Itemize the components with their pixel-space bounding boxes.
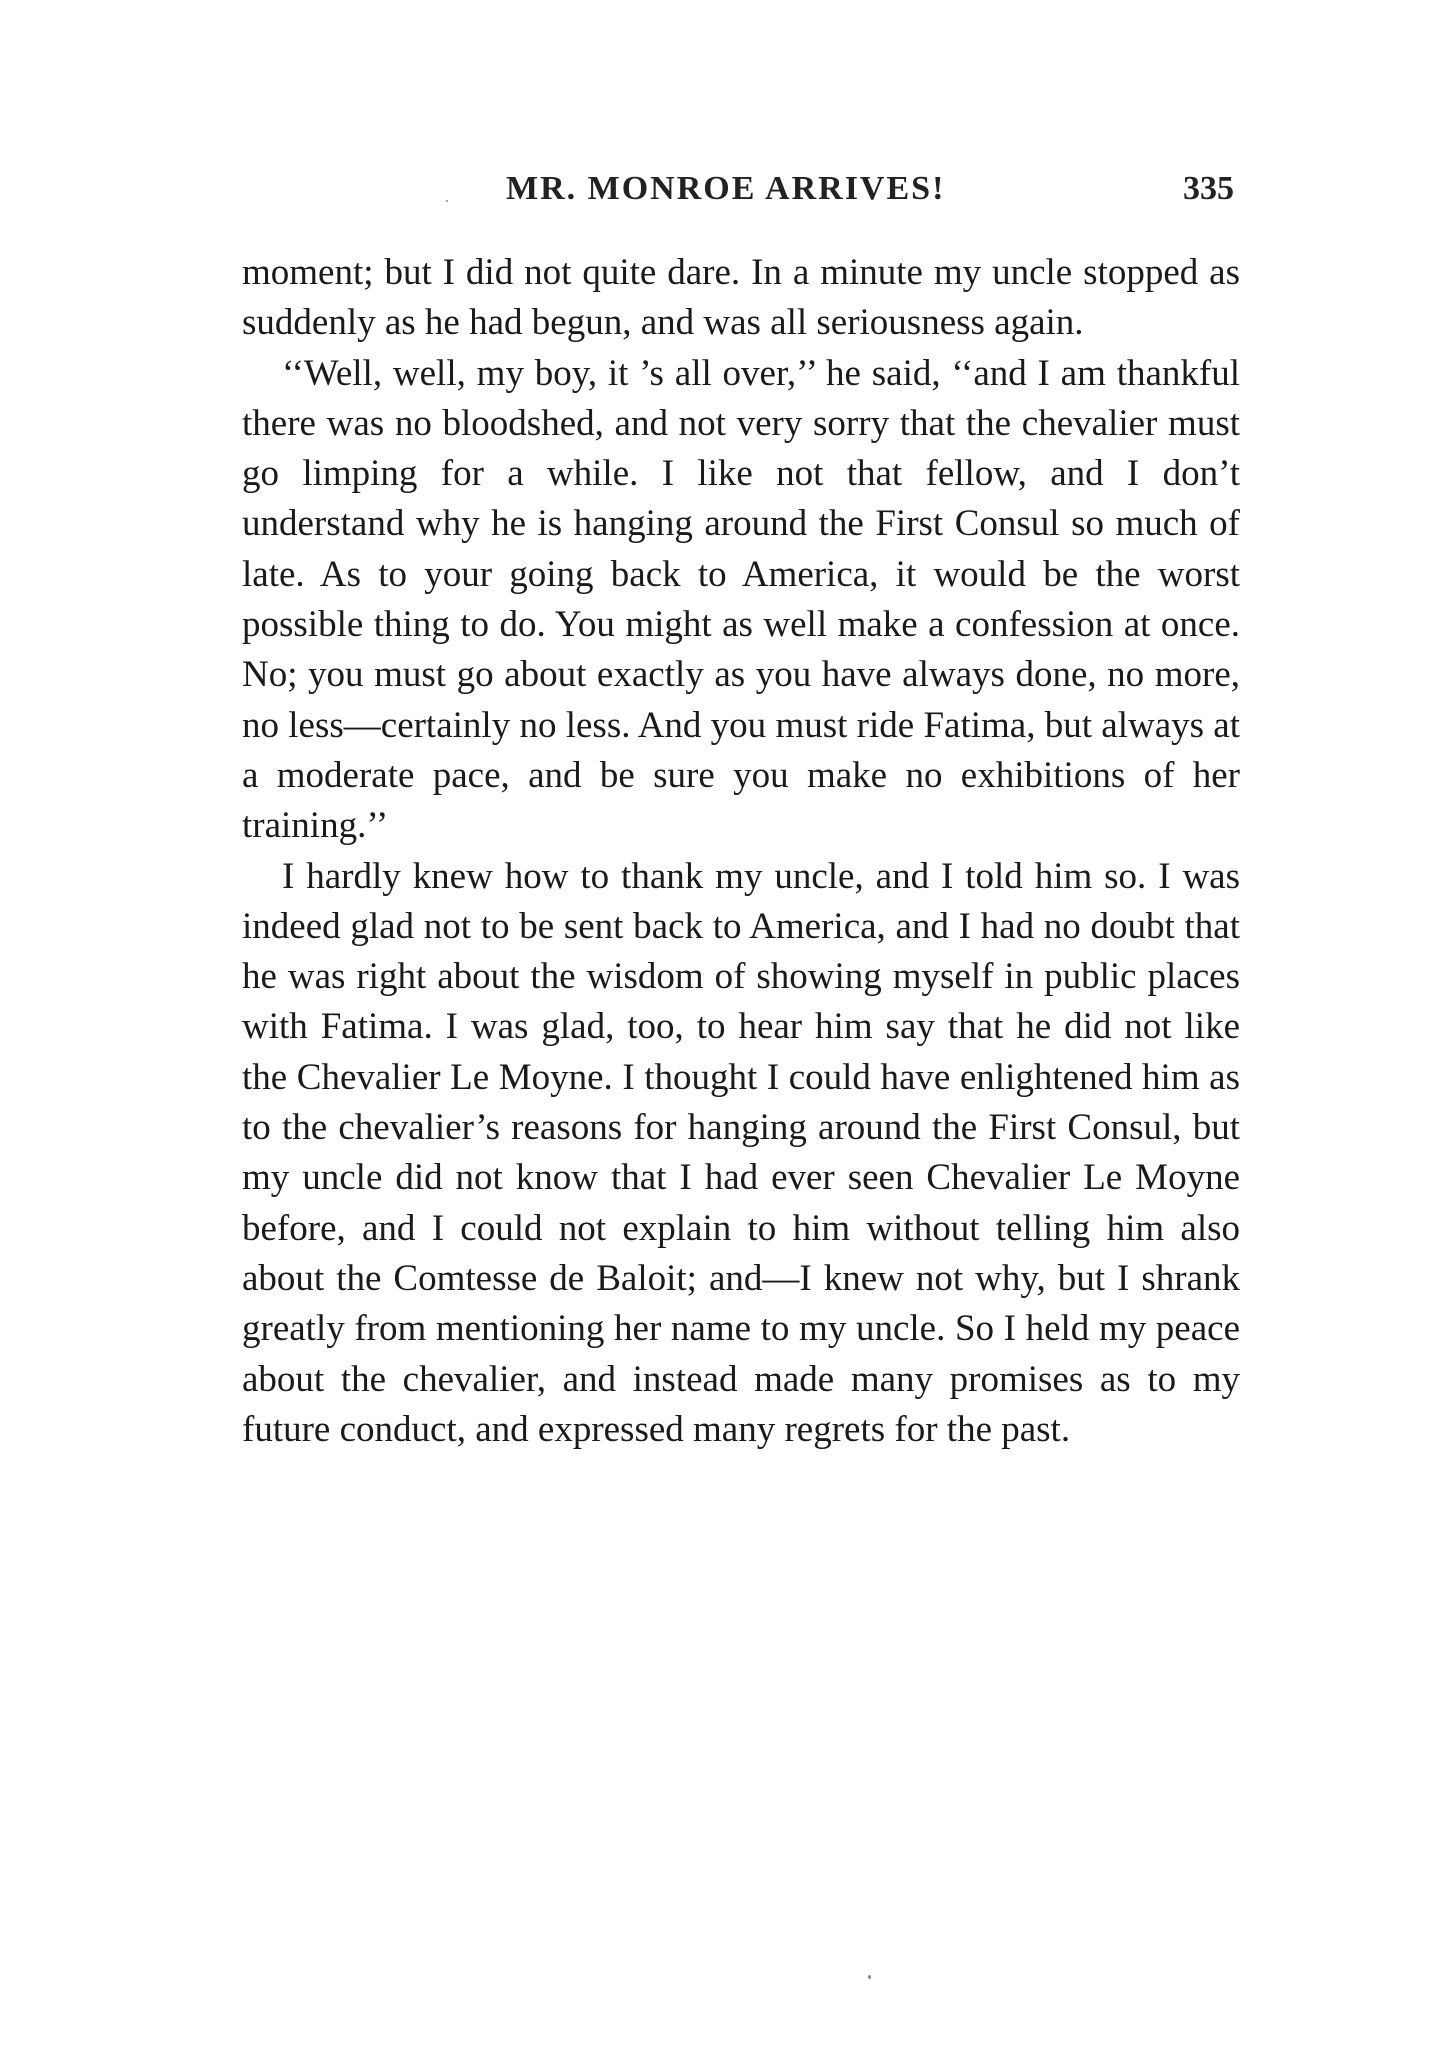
running-title: MR. MONROE ARRIVES! xyxy=(506,170,946,207)
paragraph-continued: moment; but I did not quite dare. In a minute my uncle stopped as suddenly as he had begun, and was all seriousness again. xyxy=(242,252,1240,344)
page-number: 335 xyxy=(1183,170,1234,207)
scan-speck xyxy=(446,200,448,202)
scan-speck xyxy=(868,1975,871,1979)
paragraph: I hardly knew how to thank my uncle, and I told him so. I was indeed glad not to be sent back to America, and I had no doubt that he was right about the wisdom of showing myself in public places with Fatima. I was glad, too, to hear him say that he did not like the Chevalier Le Moyne. I thought I could have enlightened him as to the chevalier’s reasons for hanging around the First Consul, but my uncle did not know that I had ever seen Chevalier Le Moyne before, and I could not explain to him without telling him also about the Comtesse de Baloit; and—I knew not why, but I shrank greatly from mentioning her name to my uncle. So I held my peace about the chevalier, and instead made many promises as to my future conduct, and expressed many regrets for the past. xyxy=(242,855,1240,1450)
body-text xyxy=(242,248,1240,1455)
paragraph: ‘‘Well, well, my boy, it ’s all over,’’ he said, ‘‘and I am thankful there was no bloodshed, and not very sorry that the chevalier must go limping for a while. I like not that fellow, and I don’t understand why he is hanging around the First Consul so much of late. As to your going back to America, it would be the worst possible thing to do. You might as well make a confession at once. No; you must go about exactly as you have always done, no more, no less—certainly no less. And you must ride Fatima, but always at a moderate pace, and be sure you make no exhibitions of her training.’’ xyxy=(242,352,1240,847)
running-head xyxy=(242,170,1240,220)
